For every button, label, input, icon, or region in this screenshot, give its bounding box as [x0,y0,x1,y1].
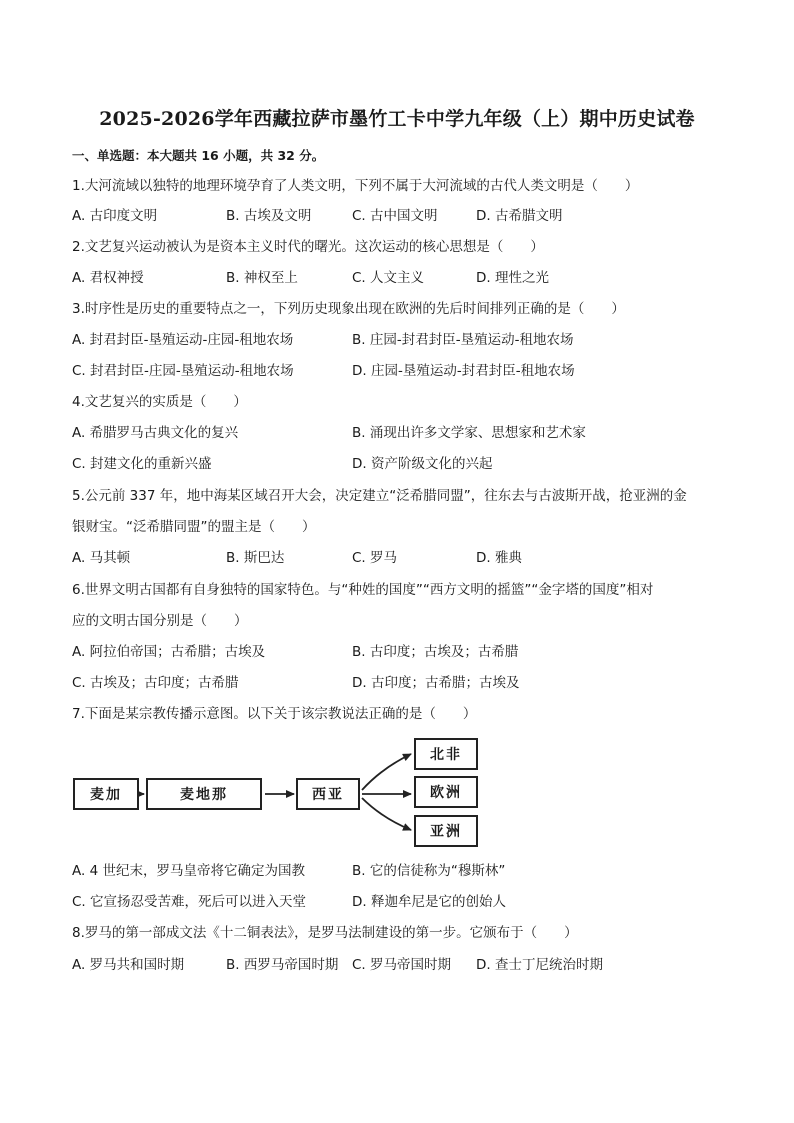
option-d[interactable]: D. 释迦牟尼是它的创始人 [352,894,506,910]
node-europe: 欧洲 [414,776,478,808]
question-1-options [72,207,732,225]
option-c[interactable]: C. 罗马帝国时期 [352,957,452,973]
question-5-text-line1: 5.公元前 337 年，地中海某区域召开大会，决定建立“泛希腊同盟”，往东去与古波斯开战，抢亚洲的金 [72,488,687,504]
option-b[interactable]: B. 西罗马帝国时期 [226,957,339,973]
question-8-text: 8.罗马的第一部成文法《十二铜表法》，是罗马法制建设的第一步。它颁布于（ ） [72,925,578,941]
option-d[interactable]: D. 庄园-垦殖运动-封君封臣-租地农场 [352,363,575,379]
option-b[interactable]: B. 它的信徒称为“穆斯林” [352,863,506,879]
option-d[interactable]: D. 雅典 [476,550,522,566]
question-8-options [72,956,732,974]
option-d[interactable]: D. 理性之光 [476,270,549,286]
node-asia: 亚洲 [414,815,478,847]
question-6-text-line1: 6.世界文明古国都有自身独特的国家特色。与“种姓的国度”“西方文明的摇篮”“金字塔的国度”相对 [72,582,654,598]
question-2-text: 2.文艺复兴运动被认为是资本主义时代的曙光。这次运动的核心思想是（ ） [72,239,544,255]
question-3-options-row1 [72,331,732,349]
option-a[interactable]: A. 希腊罗马古典文化的复兴 [72,425,239,441]
node-medina: 麦地那 [146,778,262,810]
question-1-text: 1.大河流域以独特的地理环境孕育了人类文明，下列不属于大河流域的古代人类文明是（ ） [72,178,639,194]
question-4-text: 4.文艺复兴的实质是（ ） [72,394,247,410]
arrow-to-north-africa [362,754,411,790]
question-4-options-row2 [72,455,732,473]
option-a[interactable]: A. 马其顿 [72,550,131,566]
node-mecca: 麦加 [73,778,139,810]
option-d[interactable]: D. 查士丁尼统治时期 [476,957,603,973]
option-d[interactable]: D. 资产阶级文化的兴起 [352,456,493,472]
option-b[interactable]: B. 斯巴达 [226,550,285,566]
node-north-africa: 北非 [414,738,478,770]
option-a[interactable]: A. 阿拉伯帝国；古希腊；古埃及 [72,644,266,660]
option-a[interactable]: A. 君权神授 [72,270,144,286]
option-c[interactable]: C. 封建文化的重新兴盛 [72,456,212,472]
option-b[interactable]: B. 古印度；古埃及；古希腊 [352,644,519,660]
option-a[interactable]: A. 4 世纪末，罗马皇帝将它确定为国教 [72,863,305,879]
question-7-options-row1 [72,862,732,880]
page-title: 2025-2026学年西藏拉萨市墨竹工卡中学九年级（上）期中历史试卷 [99,108,695,130]
option-b[interactable]: B. 古埃及文明 [226,208,312,224]
section-heading: 一、单选题：本大题共 16 小题，共 32 分。 [72,148,325,163]
option-c[interactable]: C. 古中国文明 [352,208,438,224]
question-6-options-row1 [72,643,732,661]
question-7-text: 7.下面是某宗教传播示意图。以下关于该宗教说法正确的是（ ） [72,706,477,722]
question-6-text-line2: 应的文明古国分别是（ ） [72,613,248,629]
option-b[interactable]: B. 涌现出许多文学家、思想家和艺术家 [352,425,586,441]
option-a[interactable]: A. 封君封臣-垦殖运动-庄园-租地农场 [72,332,294,348]
question-3-text: 3.时序性是历史的重要特点之一，下列历史现象出现在欧洲的先后时间排列正确的是（ ） [72,301,625,317]
option-b[interactable]: B. 神权至上 [226,270,298,286]
question-6-options-row2 [72,674,732,692]
question-2-options [72,269,732,287]
religion-spread-diagram [70,734,490,852]
option-c[interactable]: C. 封君封臣-庄园-垦殖运动-租地农场 [72,363,294,379]
option-c[interactable]: C. 人文主义 [352,270,425,286]
question-3-options-row2 [72,362,732,380]
question-5-options [72,549,732,567]
question-5-text-line2: 银财宝。“泛希腊同盟”的盟主是（ ） [72,519,316,535]
option-c[interactable]: C. 罗马 [352,550,398,566]
option-c[interactable]: C. 它宣扬忍受苦难，死后可以进入天堂 [72,894,307,910]
option-d[interactable]: D. 古希腊文明 [476,208,563,224]
option-c[interactable]: C. 古埃及；古印度；古希腊 [72,675,239,691]
option-a[interactable]: A. 罗马共和国时期 [72,957,185,973]
node-west-asia: 西亚 [296,778,360,810]
option-b[interactable]: B. 庄园-封君封臣-垦殖运动-租地农场 [352,332,574,348]
question-4-options-row1 [72,424,732,442]
option-d[interactable]: D. 古印度；古希腊；古埃及 [352,675,520,691]
question-7-options-row2 [72,893,732,911]
option-a[interactable]: A. 古印度文明 [72,208,158,224]
arrow-to-asia [362,798,411,830]
